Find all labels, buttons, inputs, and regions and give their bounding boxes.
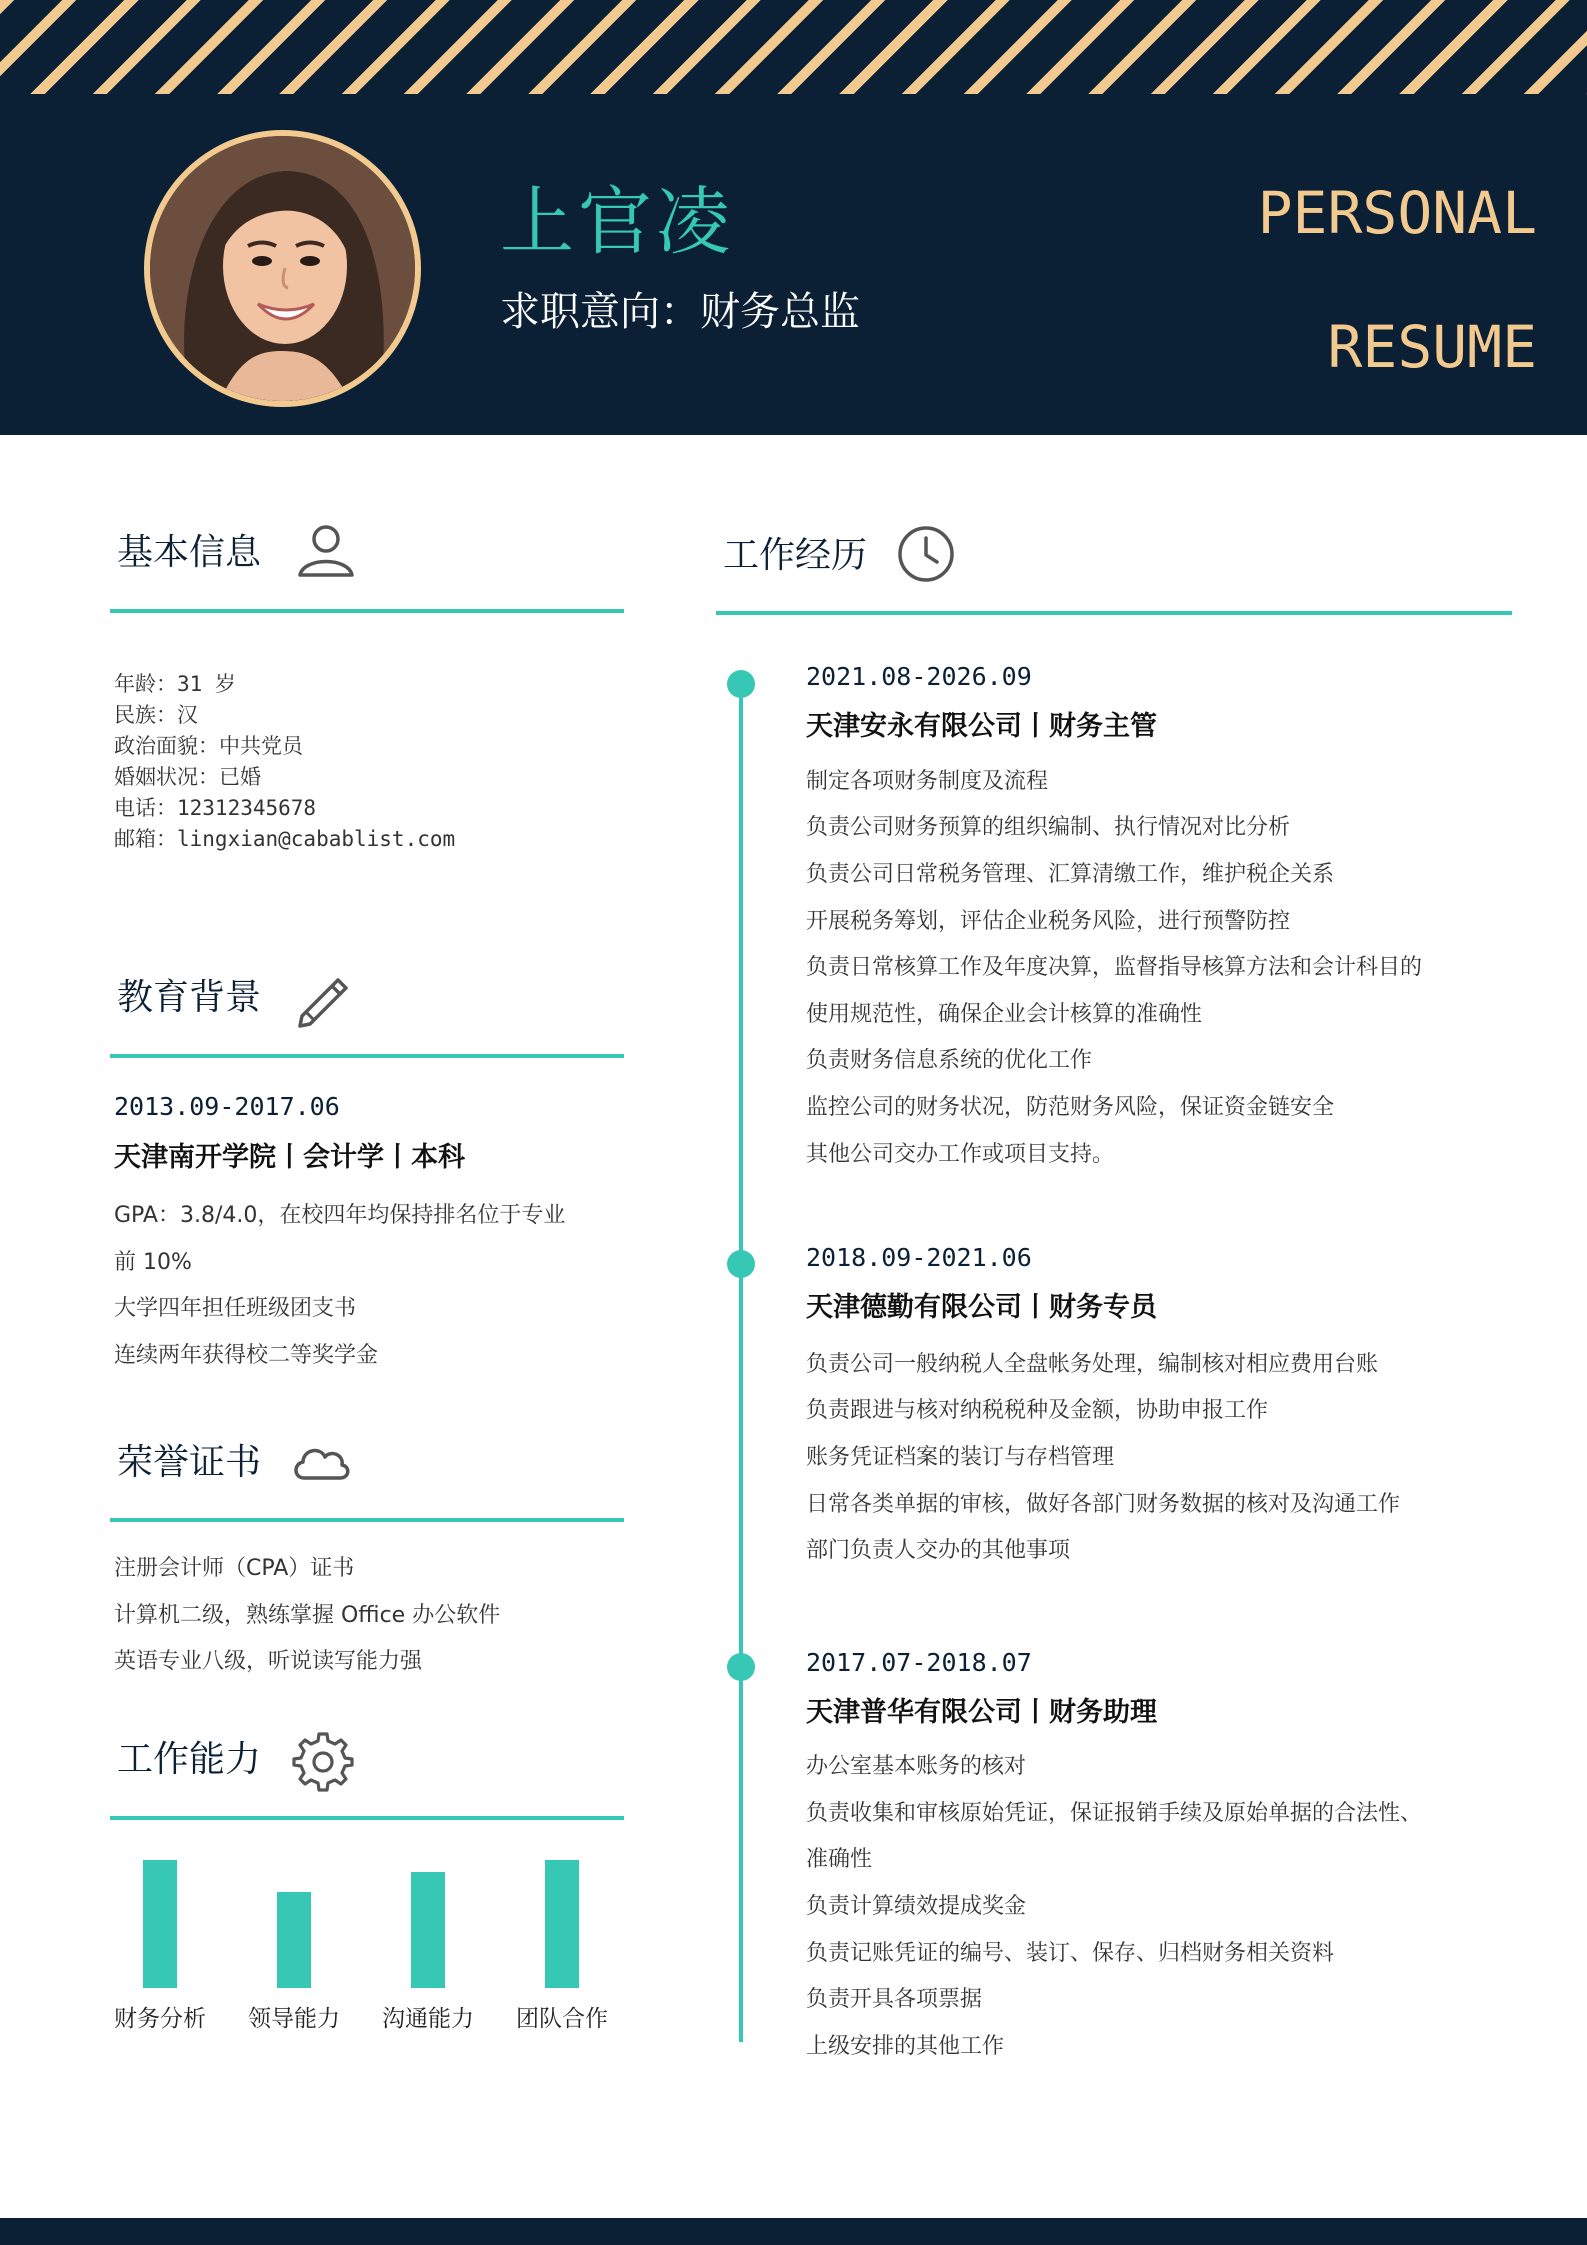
section-title-basic-info: 基本信息 bbox=[117, 532, 262, 573]
section-rule bbox=[110, 1054, 624, 1058]
section-title-skills: 工作能力 bbox=[117, 1739, 262, 1780]
header-word-resume: RESUME bbox=[1327, 313, 1537, 381]
job-date: 2021.08-2026.09 bbox=[806, 662, 1032, 691]
section-rule bbox=[716, 611, 1512, 615]
job-duty: 负责公司日常税务管理、汇算清缴工作，维护税企关系 bbox=[806, 862, 1335, 887]
section-rule bbox=[110, 609, 624, 613]
skill-bar bbox=[545, 1860, 579, 1988]
skills-bar-chart bbox=[110, 1840, 630, 2040]
honor-item: 英语专业八级，听说读写能力强 bbox=[114, 1649, 423, 1674]
job-duty: 使用规范性，确保企业会计核算的准确性 bbox=[806, 1002, 1203, 1027]
job-duty: 负责收集和审核原始凭证，保证报销手续及原始单据的合法性、 bbox=[806, 1801, 1423, 1826]
job-duty: 账务凭证档案的装订与存档管理 bbox=[806, 1445, 1115, 1470]
job-company: 天津普华有限公司丨财务助理 bbox=[806, 1697, 1157, 1728]
footer-bar bbox=[0, 2218, 1587, 2245]
job-duty: 负责财务信息系统的优化工作 bbox=[806, 1048, 1093, 1073]
section-title-education: 教育背景 bbox=[117, 977, 262, 1018]
avatar-frame bbox=[144, 130, 421, 407]
skill-bar-label: 团队合作 bbox=[516, 2006, 608, 2032]
job-company: 天津安永有限公司丨财务主管 bbox=[806, 711, 1157, 742]
job-duty: 监控公司的财务状况，防范财务风险，保证资金链安全 bbox=[806, 1095, 1335, 1120]
job-duty: 负责日常核算工作及年度决算，监督指导核算方法和会计科目的 bbox=[806, 955, 1423, 980]
user-icon bbox=[296, 519, 356, 579]
job-date: 2017.07-2018.07 bbox=[806, 1648, 1032, 1677]
job-duty: 办公室基本账务的核对 bbox=[806, 1754, 1027, 1779]
timeline-dot bbox=[727, 670, 755, 698]
job-duty: 日常各类单据的审核，做好各部门财务数据的核对及沟通工作 bbox=[806, 1492, 1401, 1517]
education-detail: 大学四年担任班级团支书 bbox=[114, 1296, 357, 1321]
section-rule bbox=[110, 1518, 624, 1522]
avatar-photo bbox=[150, 136, 415, 401]
job-intent: 求职意向：财务总监 bbox=[500, 289, 860, 335]
job-duty: 制定各项财务制度及流程 bbox=[806, 769, 1049, 794]
education-detail: 前 10% bbox=[114, 1250, 192, 1275]
timeline-dot bbox=[727, 1653, 755, 1681]
skill-bar-label: 财务分析 bbox=[114, 2006, 206, 2032]
job-date: 2018.09-2021.06 bbox=[806, 1243, 1032, 1272]
candidate-name: 上官凌 bbox=[500, 179, 734, 265]
cloud-icon bbox=[290, 1440, 352, 1486]
job-duty: 负责跟进与核对纳税税种及金额，协助申报工作 bbox=[806, 1398, 1269, 1423]
info-phone: 电话：12312345678 bbox=[114, 796, 317, 820]
skill-bar bbox=[277, 1892, 311, 1988]
gear-icon bbox=[292, 1730, 354, 1792]
timeline-dot bbox=[727, 1250, 755, 1278]
section-rule bbox=[110, 1816, 624, 1820]
job-duty: 准确性 bbox=[806, 1847, 873, 1872]
job-duty: 负责计算绩效提成奖金 bbox=[806, 1894, 1027, 1919]
job-company: 天津德勤有限公司丨财务专员 bbox=[806, 1292, 1157, 1323]
job-duty: 负责公司财务预算的组织编制、执行情况对比分析 bbox=[806, 815, 1291, 840]
clock-icon bbox=[896, 524, 956, 584]
education-detail: GPA：3.8/4.0，在校四年均保持排名位于专业 bbox=[114, 1203, 566, 1228]
section-title-honors: 荣誉证书 bbox=[117, 1442, 262, 1483]
skill-bar-label: 领导能力 bbox=[248, 2006, 340, 2032]
resume-header bbox=[0, 0, 1587, 435]
skill-bar bbox=[143, 1860, 177, 1988]
education-school: 天津南开学院丨会计学丨本科 bbox=[114, 1142, 465, 1173]
header-word-personal: PERSONAL bbox=[1257, 179, 1537, 247]
info-marital-status: 婚姻状况：已婚 bbox=[114, 765, 261, 789]
avatar bbox=[150, 136, 415, 401]
info-age: 年龄：31 岁 bbox=[114, 672, 236, 696]
skill-bar-label: 沟通能力 bbox=[382, 2006, 474, 2032]
honor-item: 计算机二级，熟练掌握 Office 办公软件 bbox=[114, 1603, 501, 1628]
timeline-line bbox=[739, 684, 743, 2042]
job-duty: 其他公司交办工作或项目支持。 bbox=[806, 1142, 1115, 1167]
education-date: 2013.09-2017.06 bbox=[114, 1092, 340, 1121]
job-duty: 负责公司一般纳税人全盘帐务处理，编制核对相应费用台账 bbox=[806, 1352, 1379, 1377]
job-duty: 开展税务筹划，评估企业税务风险，进行预警防控 bbox=[806, 909, 1291, 934]
job-duty: 负责记账凭证的编号、装订、保存、归档财务相关资料 bbox=[806, 1941, 1335, 1966]
info-ethnicity: 民族：汉 bbox=[114, 703, 198, 727]
job-duty: 部门负责人交办的其他事项 bbox=[806, 1538, 1071, 1563]
job-duty: 上级安排的其他工作 bbox=[806, 2034, 1005, 2059]
info-political-status: 政治面貌：中共党员 bbox=[114, 734, 303, 758]
section-title-experience: 工作经历 bbox=[723, 535, 868, 576]
honor-item: 注册会计师（CPA）证书 bbox=[114, 1556, 355, 1581]
education-detail: 连续两年获得校二等奖学金 bbox=[114, 1343, 379, 1368]
pencil-icon bbox=[292, 970, 354, 1032]
info-email: 邮箱：lingxian@cabablist.com bbox=[114, 827, 456, 851]
job-duty: 负责开具各项票据 bbox=[806, 1987, 983, 2012]
skill-bar bbox=[411, 1872, 445, 1988]
header-stripes bbox=[0, 0, 1587, 94]
